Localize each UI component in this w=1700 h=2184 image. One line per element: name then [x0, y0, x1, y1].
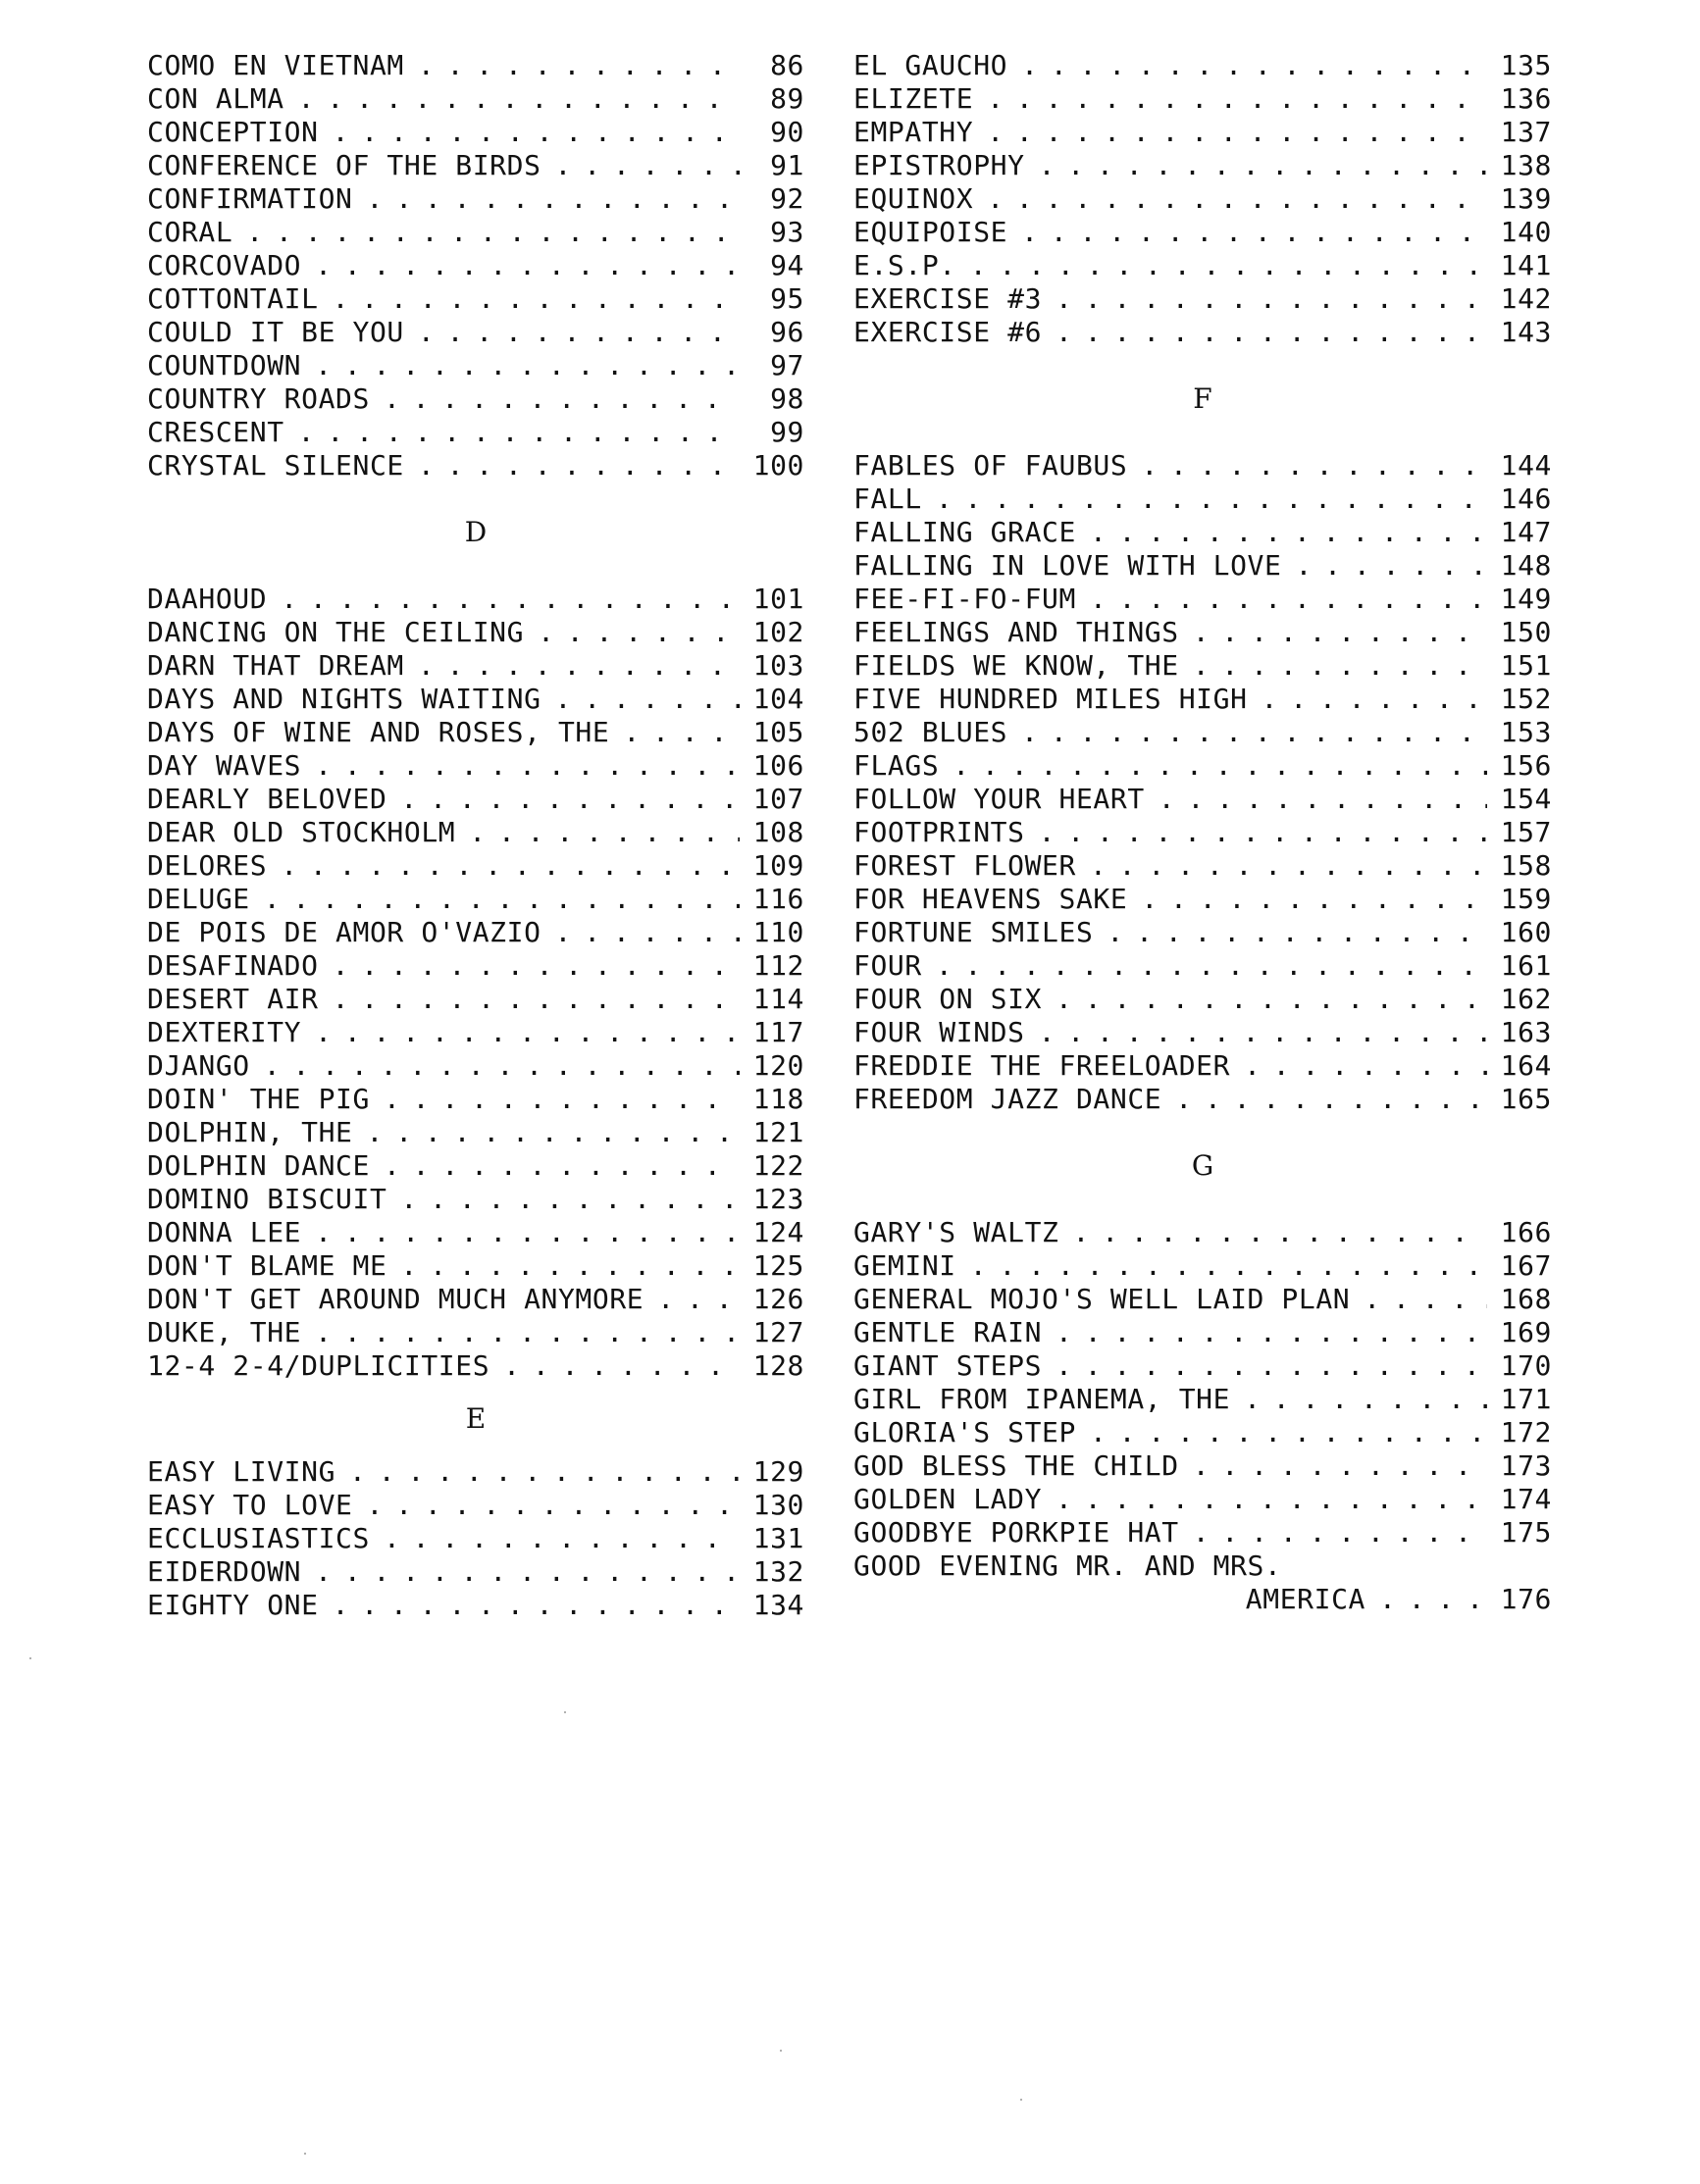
entry-page-number: 149 [1500, 583, 1552, 615]
index-entry [853, 182, 1552, 216]
entry-title: GLORIA'S STEP [853, 1416, 1076, 1448]
entry-page-number: 107 [752, 783, 804, 815]
entry-title: DOMINO BISCUIT [147, 1183, 387, 1215]
index-entry [147, 216, 804, 249]
entry-page-number: 93 [770, 216, 804, 248]
entry-title: FOUR ON SIX [853, 983, 1043, 1015]
index-entry [853, 583, 1552, 616]
index-entry [853, 1349, 1552, 1383]
entry-title: DANCING ON THE CEILING [147, 616, 525, 648]
entry-title: FIELDS WE KNOW, THE [853, 649, 1179, 682]
entry-page-number: 157 [1500, 816, 1552, 848]
index-entry [853, 1083, 1552, 1116]
entry-page-number: 102 [752, 616, 804, 648]
entry-title: FORTUNE SMILES [853, 916, 1094, 948]
entry-title: FOUR WINDS [853, 1016, 1025, 1048]
index-entry [147, 49, 804, 82]
index-entry [853, 1483, 1552, 1516]
entry-page-number: 158 [1500, 849, 1552, 882]
index-entry [853, 1416, 1552, 1449]
index-entry [147, 649, 804, 683]
entry-title: CRYSTAL SILENCE [147, 449, 404, 482]
entry-page-number: 159 [1500, 883, 1552, 915]
entry-title: DESAFINADO [147, 949, 319, 982]
entry-title: GENTLE RAIN [853, 1316, 1043, 1348]
entry-page-number: 106 [752, 749, 804, 782]
scan-speck [780, 2050, 782, 2052]
entry-title: EIGHTY ONE [147, 1589, 319, 1621]
entry-page-number: 136 [1500, 82, 1552, 115]
section-f-list [853, 449, 1552, 1116]
entry-page-number: 139 [1500, 182, 1552, 215]
entry-title: DOLPHIN, THE [147, 1116, 353, 1148]
entry-title: AMERICA [1245, 1583, 1365, 1615]
index-entry [147, 949, 804, 983]
entry-page-number: 138 [1500, 149, 1552, 181]
index-entry [853, 516, 1552, 549]
entry-title: FOREST FLOWER [853, 849, 1076, 882]
entry-page-number: 137 [1500, 116, 1552, 148]
entry-title: EASY LIVING [147, 1455, 336, 1488]
entry-title: COMO EN VIETNAM [147, 49, 404, 81]
entry-title: DESERT AIR [147, 983, 319, 1015]
entry-title: EXERCISE #6 [853, 316, 1043, 348]
index-entry [147, 1522, 804, 1555]
entry-page-number: 140 [1500, 216, 1552, 248]
index-entry [853, 1383, 1552, 1416]
entry-title: GOODBYE PORKPIE HAT [853, 1516, 1179, 1549]
entry-title: EPISTROPHY [853, 149, 1025, 181]
entry-title: FOOTPRINTS [853, 816, 1025, 848]
entry-title: FABLES OF FAUBUS [853, 449, 1128, 482]
entry-page-number: 109 [752, 849, 804, 882]
entry-page-number: 168 [1500, 1283, 1552, 1315]
entry-title: ELIZETE [853, 82, 974, 115]
entry-title: GENERAL MOJO'S WELL LAID PLAN [853, 1283, 1351, 1315]
entry-page-number: 108 [752, 816, 804, 848]
index-entry [147, 616, 804, 649]
index-entry [853, 1583, 1552, 1616]
entry-page-number: 175 [1500, 1516, 1552, 1549]
entry-page-number: 131 [752, 1522, 804, 1554]
left-column [147, 49, 804, 1622]
entry-title: EMPATHY [853, 116, 974, 148]
index-entry [147, 1455, 804, 1489]
entry-page-number: 142 [1500, 282, 1552, 315]
entry-page-number: 151 [1500, 649, 1552, 682]
entry-page-number: 146 [1500, 483, 1552, 515]
index-entry [853, 1549, 1552, 1583]
index-entry [853, 749, 1552, 783]
entry-page-number: 176 [1500, 1583, 1552, 1615]
entry-title: GIRL FROM IPANEMA, THE [853, 1383, 1231, 1415]
index-entry [853, 1016, 1552, 1049]
section-d-list [147, 583, 804, 1383]
index-entry [147, 116, 804, 149]
entry-page-number: 161 [1500, 949, 1552, 982]
index-entry [147, 382, 804, 416]
entry-page-number: 103 [752, 649, 804, 682]
entry-page-number: 101 [752, 583, 804, 615]
entry-title: EQUINOX [853, 182, 974, 215]
entry-page-number: 164 [1500, 1049, 1552, 1082]
entry-page-number: 162 [1500, 983, 1552, 1015]
index-entry [853, 783, 1552, 816]
entry-title: DE POIS DE AMOR O'VAZIO [147, 916, 541, 948]
entry-title: DONNA LEE [147, 1216, 302, 1248]
entry-title: GOOD EVENING MR. AND MRS. [853, 1549, 1282, 1582]
index-entry [853, 282, 1552, 316]
entry-page-number: 128 [752, 1349, 804, 1382]
entry-page-number: 121 [752, 1116, 804, 1148]
entry-title: FEE-FI-FO-FUM [853, 583, 1076, 615]
index-entry [853, 916, 1552, 949]
index-entry [147, 82, 804, 116]
entry-title: FREDDIE THE FREELOADER [853, 1049, 1231, 1082]
entry-page-number: 89 [770, 82, 804, 115]
entry-title: FALLING IN LOVE WITH LOVE [853, 549, 1282, 582]
entry-page-number: 126 [752, 1283, 804, 1315]
entry-title: GEMINI [853, 1249, 956, 1282]
entry-page-number: 99 [770, 416, 804, 448]
entry-title: E.S.P. [853, 249, 956, 281]
scan-speck [304, 2153, 306, 2155]
index-entry [853, 549, 1552, 583]
index-entry [147, 1555, 804, 1589]
index-entry [147, 683, 804, 716]
index-entry [147, 416, 804, 449]
entry-page-number: 144 [1500, 449, 1552, 482]
entry-title: EASY TO LOVE [147, 1489, 353, 1521]
entry-title: DEXTERITY [147, 1016, 302, 1048]
index-entry [853, 649, 1552, 683]
index-entry [853, 883, 1552, 916]
entry-title: EQUIPOISE [853, 216, 1008, 248]
index-entry [147, 449, 804, 483]
index-entry [853, 483, 1552, 516]
entry-title: DUKE, THE [147, 1316, 302, 1348]
entry-page-number: 143 [1500, 316, 1552, 348]
index-entry [147, 1283, 804, 1316]
entry-page-number: 127 [752, 1316, 804, 1348]
index-entry [147, 1589, 804, 1622]
entry-page-number: 152 [1500, 683, 1552, 715]
scan-speck [564, 1711, 566, 1713]
entry-title: FREEDOM JAZZ DANCE [853, 1083, 1162, 1115]
right-column [853, 49, 1552, 1616]
entry-page-number: 90 [770, 116, 804, 148]
entry-title: DAAHOUD [147, 583, 268, 615]
entry-page-number: 110 [752, 916, 804, 948]
index-entry [853, 983, 1552, 1016]
index-entry [147, 316, 804, 349]
index-entry [853, 316, 1552, 349]
index-entry [853, 716, 1552, 749]
entry-page-number: 130 [752, 1489, 804, 1521]
entry-page-number: 154 [1500, 783, 1552, 815]
scan-speck [29, 1657, 31, 1659]
entry-page-number: 105 [752, 716, 804, 748]
entry-page-number: 165 [1500, 1083, 1552, 1115]
entry-title: ECCLUSIASTICS [147, 1522, 370, 1554]
index-entry [147, 1489, 804, 1522]
entry-title: DAYS OF WINE AND ROSES, THE [147, 716, 610, 748]
entry-page-number: 116 [752, 883, 804, 915]
entry-page-number: 114 [752, 983, 804, 1015]
entry-title: CONFIRMATION [147, 182, 353, 215]
index-entry [147, 249, 804, 282]
entry-title: COULD IT BE YOU [147, 316, 404, 348]
index-entry [147, 716, 804, 749]
entry-title: COUNTDOWN [147, 349, 302, 381]
entry-title: FIVE HUNDRED MILES HIGH [853, 683, 1248, 715]
index-entry [853, 116, 1552, 149]
entry-title: CRESCENT [147, 416, 284, 448]
index-entry [147, 1316, 804, 1349]
index-entry [853, 1516, 1552, 1549]
index-entry [147, 749, 804, 783]
entry-title: GOLDEN LADY [853, 1483, 1043, 1515]
entry-page-number: 166 [1500, 1216, 1552, 1248]
entry-page-number: 86 [770, 49, 804, 81]
index-entry [147, 816, 804, 849]
entry-page-number: 95 [770, 282, 804, 315]
entry-page-number: 163 [1500, 1016, 1552, 1048]
entry-page-number: 125 [752, 1249, 804, 1282]
entry-page-number: 118 [752, 1083, 804, 1115]
entry-page-number: 117 [752, 1016, 804, 1048]
entry-page-number: 100 [752, 449, 804, 482]
entry-page-number: 141 [1500, 249, 1552, 281]
entry-title: FOUR [853, 949, 922, 982]
index-entry [147, 1216, 804, 1249]
index-entry [147, 1049, 804, 1083]
entry-title: FOR HEAVENS SAKE [853, 883, 1128, 915]
section-e-list [147, 1455, 804, 1622]
entry-page-number: 98 [770, 382, 804, 415]
entry-title: DOLPHIN DANCE [147, 1149, 370, 1182]
index-entry [853, 149, 1552, 182]
entry-title: CONFERENCE OF THE BIRDS [147, 149, 541, 181]
entry-title: CONCEPTION [147, 116, 319, 148]
index-entry [853, 1249, 1552, 1283]
entry-title: EXERCISE #3 [853, 282, 1043, 315]
index-entry [853, 1316, 1552, 1349]
entry-title: CON ALMA [147, 82, 284, 115]
entry-title: DEAR OLD STOCKHOLM [147, 816, 456, 848]
index-entry [147, 349, 804, 382]
index-entry [147, 883, 804, 916]
entry-title: GOD BLESS THE CHILD [853, 1449, 1179, 1482]
entry-page-number: 91 [770, 149, 804, 181]
index-entry [853, 82, 1552, 116]
entry-title: GARY'S WALTZ [853, 1216, 1059, 1248]
index-entry [147, 1349, 804, 1383]
entry-page-number: 135 [1500, 49, 1552, 81]
entry-page-number: 171 [1500, 1383, 1552, 1415]
index-entry [147, 1249, 804, 1283]
entry-page-number: 156 [1500, 749, 1552, 782]
entry-title: 502 BLUES [853, 716, 1008, 748]
entry-title: DAY WAVES [147, 749, 302, 782]
entry-title: FALLING GRACE [853, 516, 1076, 548]
index-entry [147, 783, 804, 816]
entry-page-number: 153 [1500, 716, 1552, 748]
entry-page-number: 112 [752, 949, 804, 982]
index-entry [147, 282, 804, 316]
entry-page-number: 169 [1500, 1316, 1552, 1348]
index-entry [853, 1216, 1552, 1249]
entry-title: COTTONTAIL [147, 282, 319, 315]
entry-page-number: 170 [1500, 1349, 1552, 1382]
entry-page-number: 122 [752, 1149, 804, 1182]
entry-title: DJANGO [147, 1049, 250, 1082]
entry-page-number: 172 [1500, 1416, 1552, 1448]
index-entry [853, 849, 1552, 883]
scan-speck [1020, 2099, 1022, 2101]
entry-title: DAYS AND NIGHTS WAITING [147, 683, 541, 715]
entry-title: EL GAUCHO [853, 49, 1008, 81]
section-heading-e: E [465, 1402, 487, 1435]
entry-page-number: 150 [1500, 616, 1552, 648]
index-entry [147, 182, 804, 216]
entry-title: CORCOVADO [147, 249, 302, 281]
entry-page-number: 134 [752, 1589, 804, 1621]
section-heading-g: G [1191, 1149, 1214, 1182]
entry-page-number: 174 [1500, 1483, 1552, 1515]
entry-title: FLAGS [853, 749, 940, 782]
index-entry [853, 1283, 1552, 1316]
entry-title: 12-4 2-4/DUPLICITIES [147, 1349, 490, 1382]
section-e-continued-list [853, 49, 1552, 349]
entry-page-number: 104 [752, 683, 804, 715]
index-entry [853, 449, 1552, 483]
entry-page-number: 96 [770, 316, 804, 348]
index-entry [147, 1116, 804, 1149]
entry-title: DOIN' THE PIG [147, 1083, 370, 1115]
entry-page-number: 124 [752, 1216, 804, 1248]
index-entry [147, 916, 804, 949]
entry-page-number: 132 [752, 1555, 804, 1588]
entry-page-number: 148 [1500, 549, 1552, 582]
index-entry [853, 616, 1552, 649]
entry-title: GIANT STEPS [853, 1349, 1043, 1382]
entry-title: DON'T GET AROUND MUCH ANYMORE [147, 1283, 644, 1315]
entry-title: FALL [853, 483, 922, 515]
entry-page-number: 129 [752, 1455, 804, 1488]
entry-title: CORAL [147, 216, 233, 248]
entry-page-number: 147 [1500, 516, 1552, 548]
index-entry [853, 949, 1552, 983]
section-g-list [853, 1216, 1552, 1549]
index-entry [853, 49, 1552, 82]
entry-title: DELUGE [147, 883, 250, 915]
index-entry [147, 983, 804, 1016]
index-entry [853, 816, 1552, 849]
entry-page-number: 123 [752, 1183, 804, 1215]
index-entry [147, 149, 804, 182]
index-entry [147, 583, 804, 616]
entry-title: FOLLOW YOUR HEART [853, 783, 1145, 815]
index-entry [853, 1449, 1552, 1483]
section-heading-d: D [464, 516, 488, 548]
entry-page-number: 160 [1500, 916, 1552, 948]
entry-title: DON'T BLAME ME [147, 1249, 387, 1282]
index-entry [853, 1049, 1552, 1083]
index-entry [853, 249, 1552, 282]
entry-title: DELORES [147, 849, 268, 882]
entry-page-number: 173 [1500, 1449, 1552, 1482]
entry-title: DEARLY BELOVED [147, 783, 387, 815]
section-c-list [147, 49, 804, 483]
section-heading-f: F [1193, 382, 1212, 415]
entry-title: EIDERDOWN [147, 1555, 302, 1588]
entry-title: FEELINGS AND THINGS [853, 616, 1179, 648]
index-entry [147, 1149, 804, 1183]
entry-page-number: 167 [1500, 1249, 1552, 1282]
index-entry [853, 216, 1552, 249]
entry-title: COUNTRY ROADS [147, 382, 370, 415]
entry-page-number: 92 [770, 182, 804, 215]
entry-page-number: 94 [770, 249, 804, 281]
index-entry [147, 1016, 804, 1049]
index-entry [853, 683, 1552, 716]
entry-page-number: 120 [752, 1049, 804, 1082]
index-entry [147, 849, 804, 883]
entry-title: DARN THAT DREAM [147, 649, 404, 682]
index-entry [147, 1083, 804, 1116]
index-entry [147, 1183, 804, 1216]
entry-page-number: 97 [770, 349, 804, 381]
